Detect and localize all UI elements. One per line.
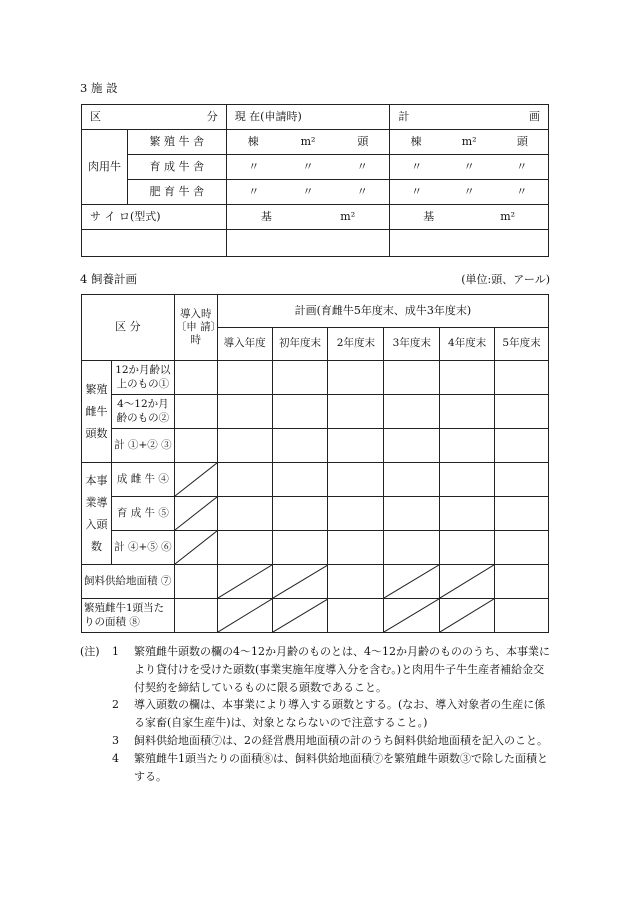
blank-cell	[226, 230, 390, 257]
blank-cell	[390, 230, 549, 257]
diagonal-cell	[272, 565, 328, 599]
plan-header: 計画(育雌牛5年度末、成牛3年度末)	[217, 295, 548, 328]
silo-label: サ イ ロ(型式)	[82, 205, 227, 230]
diagonal-cell	[217, 565, 272, 599]
year-header: 2年度末	[328, 328, 384, 361]
notes-label: (注)	[80, 645, 100, 658]
year-header: 5年度末	[495, 328, 549, 361]
current-header: 現 在(申請時)	[226, 105, 390, 130]
note-item: 3 飼料供給地面積⑦は、2の経営農用地面積の計のうち飼料供給地面積を記入のこと。	[112, 734, 548, 748]
row-label: 育 成 牛 ⑤	[111, 497, 174, 531]
group-label: 本事業導入頭数	[82, 463, 112, 565]
feed-area-label: 飼料供給地面積 ⑦	[82, 565, 175, 599]
diagonal-cell	[174, 463, 217, 497]
barn-label: 繁 殖 牛 舎	[127, 130, 226, 155]
section3-title: 3 施 設	[80, 81, 118, 95]
diagonal-cell	[174, 531, 217, 565]
group-label: 繁殖雌牛頭数	[82, 361, 112, 463]
kubun-label: 区	[90, 109, 101, 123]
diagonal-cell	[272, 599, 328, 633]
diagonal-cell	[384, 565, 440, 599]
plan-label: 計	[398, 109, 410, 123]
diagonal-cell	[384, 599, 440, 633]
kubun-label-right: 分	[206, 109, 218, 123]
diagonal-cell	[174, 497, 217, 531]
diagonal-cell	[217, 599, 272, 633]
row-label: 成 雌 牛 ④	[111, 463, 174, 497]
beef-cattle-label: 肉用牛	[82, 130, 128, 205]
year-header: 4年度末	[440, 328, 495, 361]
intro-column-header: 導入時〔申 請〕時	[174, 295, 217, 361]
unit-label: (単位:頭、アール)	[461, 273, 550, 286]
row-label: 計 ①+② ③	[111, 429, 174, 463]
year-header: 導入年度	[217, 328, 272, 361]
year-header: 初年度末	[272, 328, 328, 361]
notes	[112, 643, 550, 786]
diagonal-cell	[440, 599, 495, 633]
plan-label-right: 画	[529, 109, 540, 123]
row-label: 12か月齢以上のもの①	[111, 361, 174, 395]
area-per-head-label: 繁殖雌牛1頭当たりの面積 ⑧	[82, 599, 175, 633]
blank-cell	[82, 230, 227, 257]
kubun-header: 区 分	[82, 295, 175, 361]
diagonal-cell	[440, 565, 495, 599]
feeding-plan-table	[81, 294, 549, 633]
row-label: 4〜12か月齢のもの②	[111, 395, 174, 429]
barn-label: 育 成 牛 舎	[127, 155, 226, 180]
year-header: 3年度末	[384, 328, 440, 361]
section4-title: 4 飼養計画	[80, 272, 137, 286]
barn-label: 肥 育 牛 舎	[127, 180, 226, 205]
note-item: 2 導入頭数の欄は、本事業により導入する頭数とする。(なお、導入対象者の生産に係る家畜(自家生産牛)は、対象とならないので注意すること。)	[112, 698, 546, 730]
note-item: 4 繁殖雌牛1頭当たりの面積⑧は、飼料供給地面積⑦を繁殖雌牛頭数③で除した面積とする。	[112, 751, 548, 783]
row-label: 計 ④+⑤ ⑥	[111, 531, 174, 565]
note-item: 1 繁殖雌牛頭数の欄の4〜12か月齢のものとは、4〜12か月齢のもののうち、本事業により貸付けを受けた頭数(事業実施年度導入分を含む。)と肉用牛子牛生産者補給金交付契約を締結しているものに限る頭数であること。	[112, 645, 550, 694]
facilities-table: 区 分 現 在(申請時) 計 画 肉用牛 繁 殖 牛 舎 棟 m² 頭 棟 m² 頭 育 成 牛 舎 〃 〃 〃 〃 〃 〃 肥 育 牛 舎 〃 〃 〃 〃 〃 〃 サ イ ロ(型式) 基 m² 基 m²	[81, 104, 549, 257]
